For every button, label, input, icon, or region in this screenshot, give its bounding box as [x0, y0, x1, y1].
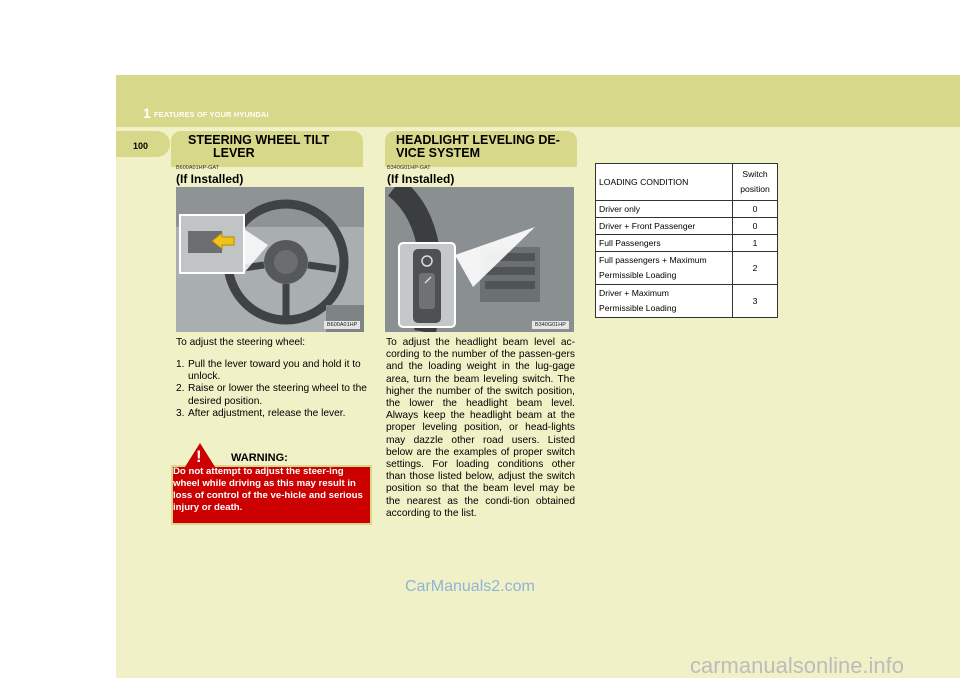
table-header-position-line2: position: [740, 184, 770, 194]
table-row: [596, 285, 778, 318]
steering-section-code: B600A01HP-GAT: [176, 165, 220, 171]
table-cell-condition: Full Passengers: [596, 235, 733, 252]
headlight-heading-line1: HEADLIGHT LEVELING DE-: [396, 133, 560, 147]
steering-section-heading: [171, 131, 363, 167]
steering-step-2: 2. Raise or lower the steering wheel to the desired position.: [176, 383, 367, 407]
steering-heading-line1: STEERING WHEEL TILT: [188, 133, 330, 147]
steering-step-1: 1. Pull the lever toward you and hold it to unlock.: [176, 359, 361, 383]
steering-wheel-photo: [176, 187, 364, 332]
headlight-switch-photo: [385, 187, 574, 332]
carmanuals2-watermark: CarManuals2.com: [405, 578, 535, 595]
headlight-section-heading: [385, 131, 577, 167]
table-header-position: [733, 164, 778, 201]
headlight-photo-caption: B340G01HP: [532, 321, 569, 329]
headlight-heading-line2: VICE SYSTEM: [396, 146, 481, 160]
table-header-condition: LOADING CONDITION: [596, 164, 733, 201]
warning-title: WARNING:: [231, 452, 288, 464]
table-row: [596, 252, 778, 285]
table-cell-position: 2: [733, 252, 778, 285]
table-header-position-line1: Switch: [742, 169, 768, 179]
carmanualsonline-watermark: carmanualsonline.info: [690, 653, 905, 678]
table-cell-condition: Driver + Maximum Permissible Loading: [596, 285, 733, 318]
headlight-switch-illustration: [385, 187, 574, 332]
table-cell-position: 0: [733, 218, 778, 235]
chapter-number: 1: [143, 105, 151, 121]
table-cell-position: 0: [733, 201, 778, 218]
steering-steps-list: [176, 359, 368, 420]
exclamation-icon: !: [196, 447, 202, 466]
headlight-installed-note: (If Installed): [387, 172, 455, 186]
chapter-title: FEATURES OF YOUR HYUNDAI: [154, 110, 269, 119]
page-number: 100: [133, 141, 149, 151]
loading-condition-table: [595, 163, 778, 318]
steering-photo-caption: B600A01HP: [324, 321, 360, 329]
table-cell-condition: Full passengers + Maximum Permissible Loading: [596, 252, 733, 285]
steering-step-3: 3. After adjustment, release the lever.: [176, 407, 346, 419]
warning-text: Do not attempt to adjust the steer-ing wheel while driving as this may result in loss of control of the ve-hicle and serious injury or death.: [173, 466, 363, 513]
table-row: [596, 218, 778, 235]
table-header-row: [596, 164, 778, 201]
table-row: [596, 201, 778, 218]
table-cell-condition: Driver + Front Passenger: [596, 218, 733, 235]
steering-heading-line2: LEVER: [213, 146, 255, 160]
steering-intro: To adjust the steering wheel:: [176, 337, 306, 348]
steering-wheel-illustration: [176, 187, 364, 332]
headlight-section-code: B340G01HP-GAT: [387, 165, 431, 171]
header-band: [116, 75, 960, 127]
table-cell-position: 3: [733, 285, 778, 318]
table-cell-position: 1: [733, 235, 778, 252]
headlight-body-text: To adjust the headlight beam level ac-cording to the number of the passen-gers and the loading weight in the lug-gage area, turn the beam leveling switch. The higher the number of the switch position, the lower the headlight beam level. Always keep the headlight beam at the proper leveling position, or head-lights may dazzle other road users. Listed below are the examples of proper switch settings. For loading conditions other than those listed below, adjust the switch position so that the beam level may be the nearest as the condi-tion obtained according to the list.: [386, 337, 575, 519]
table-row: [596, 235, 778, 252]
steering-installed-note: (If Installed): [176, 172, 244, 186]
table-cell-condition: Driver only: [596, 201, 733, 218]
